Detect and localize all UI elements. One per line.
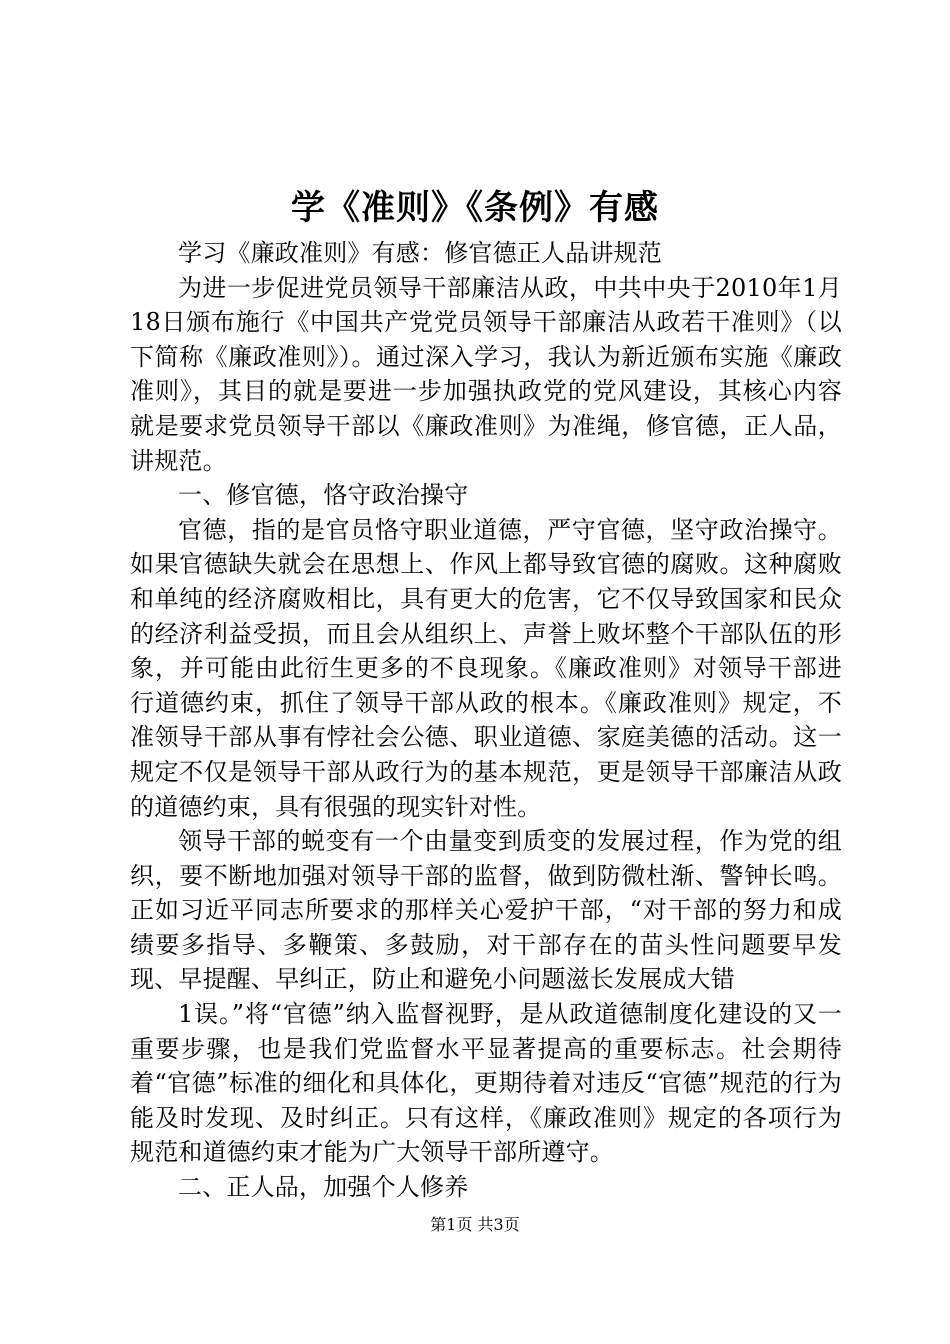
subtitle-paragraph: 学习《廉政准则》有感：修官德正人品讲规范 [178, 239, 662, 267]
body-paragraph: 1误。”将“官德”纳入监督视野，是从政道德制度化建设的又一重要步骤，也是我们党监督水平显著提高的重要标志。社会期待着“官德”标准的细化和具体化，更期待着对违反“官德”规范的行为能及时发现、及时纠正。只有这样，《廉政准则》规定的各项行为规范和道德约束才能为广大领导干部所遵守。 [130, 1000, 842, 1167]
document-body [130, 236, 842, 1205]
body-paragraph: 官德，指的是官员恪守职业道德，严守官德，坚守政治操守。如果官德缺失就会在思想上、作风上都导致官德的腐败。这种腐败和单纯的经济腐败相比，具有更大的危害，它不仅导致国家和民众的经济利益受损，而且会从组织上、声誉上败坏整个干部队伍的形象，并可能由此衍生更多的不良现象。《廉政准则》对领导干部进行道德约束，抓住了领导干部从政的根本。《廉政准则》规定，不准领导干部从事有悖社会公德、职业道德、家庭美德的活动。这一规定不仅是领导干部从政行为的基本规范，更是领导干部廉洁从政的道德约束，具有很强的现实针对性。 [130, 515, 842, 821]
page-footer: 第1页 共3页 [430, 1215, 520, 1234]
intro-paragraph: 为进一步促进党员领导干部廉洁从政，中共中央于2010年1月18日颁布施行《中国共产党党员领导干部廉洁从政若干准则》（以下简称《廉政准则》）。通过深入学习，我认为新近颁布实施《廉政准则》，其目的就是要进一步加强执政党的党风建设，其核心内容就是要求党员领导干部以《廉政准则》为准绳，修官德，正人品，讲规范。 [130, 273, 842, 475]
body-paragraph: 领导干部的蜕变有一个由量变到质变的发展过程，作为党的组织，要不断地加强对领导干部的监督，做到防微杜渐、警钟长鸣。正如习近平同志所要求的那样关心爱护干部，“对干部的努力和成绩要多指导、多鞭策、多鼓励，对干部存在的苗头性问题要早发现、早提醒、早纠正，防止和避免小问题滋长发展成大错 [130, 827, 842, 994]
section-heading-1: 一、修官德，恪守政治操守 [178, 481, 469, 510]
section-heading-2: 二、正人品，加强个人修养 [178, 1173, 469, 1202]
document-title: 学《准则》《条例》有感 [291, 188, 659, 228]
